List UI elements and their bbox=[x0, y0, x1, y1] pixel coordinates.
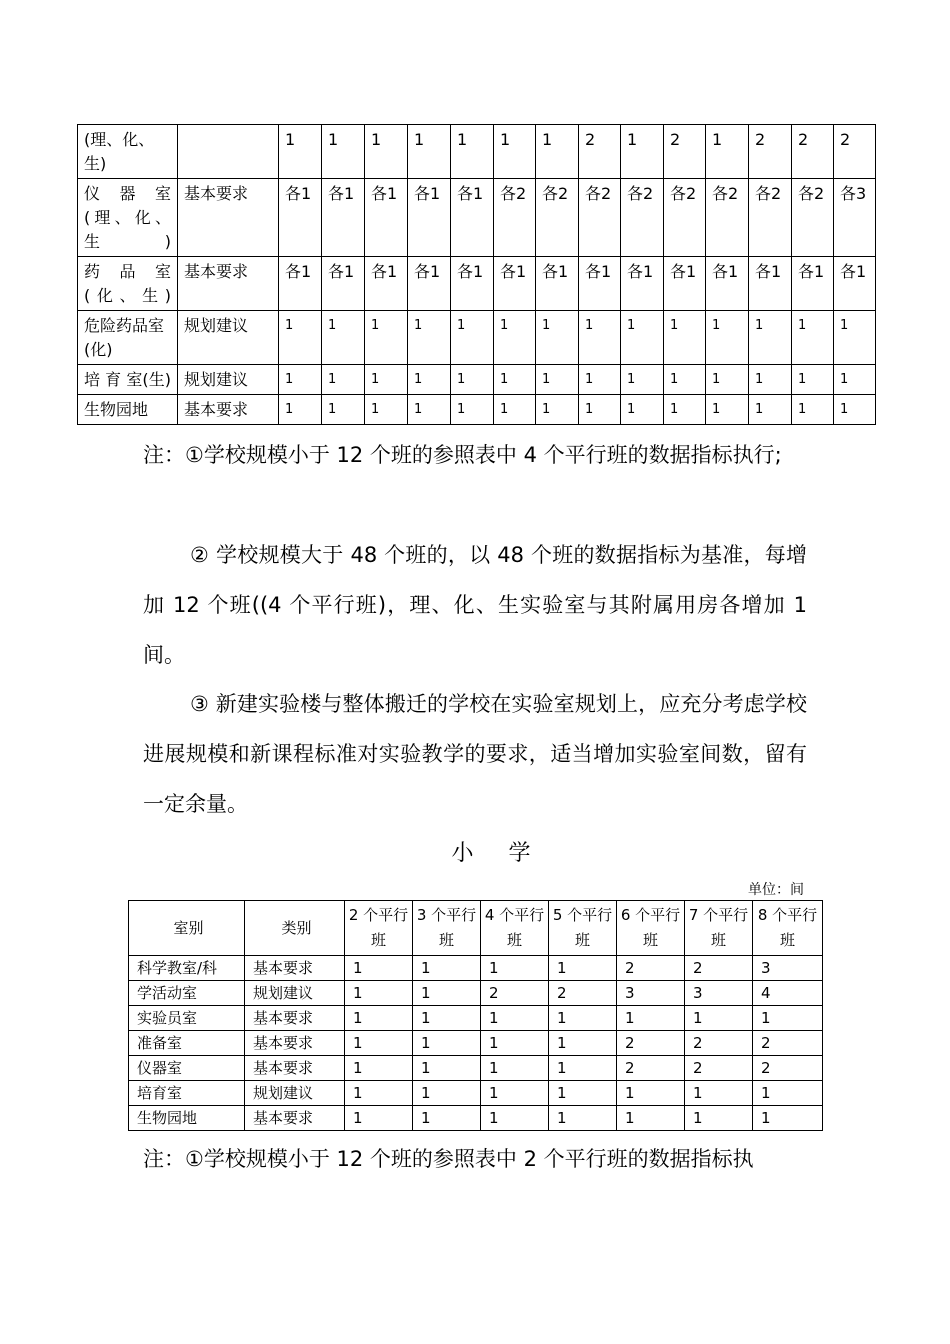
value-cell: 2 bbox=[749, 125, 792, 179]
value-cell: 1 bbox=[408, 395, 451, 425]
room-name-cell: 培 育 室(生) bbox=[78, 365, 178, 395]
value-cell: 1 bbox=[494, 395, 536, 425]
value-cell: 1 bbox=[365, 311, 408, 365]
column-header: 7 个平行班 bbox=[685, 901, 753, 956]
value-cell: 1 bbox=[345, 1056, 413, 1081]
value-cell: 1 bbox=[621, 365, 664, 395]
value-cell: 各1 bbox=[664, 257, 706, 311]
value-cell: 1 bbox=[834, 311, 876, 365]
value-cell: 1 bbox=[365, 365, 408, 395]
value-cell: 1 bbox=[322, 125, 365, 179]
value-cell: 1 bbox=[322, 311, 365, 365]
value-cell: 3 bbox=[753, 956, 823, 981]
value-cell: 1 bbox=[549, 956, 617, 981]
room-name-cell: 仪器室 bbox=[129, 1056, 245, 1081]
value-cell: 1 bbox=[494, 311, 536, 365]
table-row bbox=[129, 1056, 823, 1081]
value-cell: 1 bbox=[753, 1106, 823, 1131]
room-name-cell: 仪 器 室(理、化、生) bbox=[78, 179, 178, 257]
value-cell: 各1 bbox=[834, 257, 876, 311]
value-cell: 1 bbox=[279, 125, 322, 179]
table-row bbox=[78, 395, 876, 425]
value-cell: 3 bbox=[685, 981, 753, 1006]
value-cell: 各2 bbox=[706, 179, 749, 257]
value-cell: 1 bbox=[621, 395, 664, 425]
table-row bbox=[129, 1006, 823, 1031]
category-cell: 基本要求 bbox=[245, 956, 345, 981]
value-cell: 1 bbox=[621, 125, 664, 179]
value-cell: 1 bbox=[451, 395, 494, 425]
category-cell: 基本要求 bbox=[245, 1031, 345, 1056]
value-cell: 1 bbox=[322, 395, 365, 425]
header-row bbox=[129, 901, 823, 956]
value-cell: 1 bbox=[664, 311, 706, 365]
table-row bbox=[78, 311, 876, 365]
column-header: 室别 bbox=[129, 901, 245, 956]
value-cell: 各2 bbox=[792, 179, 834, 257]
value-cell: 1 bbox=[664, 365, 706, 395]
value-cell: 各1 bbox=[322, 179, 365, 257]
value-cell: 1 bbox=[749, 365, 792, 395]
value-cell: 各1 bbox=[408, 179, 451, 257]
category-cell: 规划建议 bbox=[245, 981, 345, 1006]
value-cell: 1 bbox=[834, 395, 876, 425]
value-cell: 1 bbox=[536, 125, 579, 179]
note-3: ③ 新建实验楼与整体搬迁的学校在实验室规划上，应充分考虑学校进展规模和新课程标准对实验教学的要求，适当增加实验室间数，留有一定余量。 bbox=[143, 692, 807, 816]
value-cell: 1 bbox=[481, 1081, 549, 1106]
value-cell: 1 bbox=[494, 125, 536, 179]
value-cell: 1 bbox=[685, 1006, 753, 1031]
value-cell: 1 bbox=[481, 1056, 549, 1081]
primary-note-1: 注：①学校规模小于 12 个班的参照表中 2 个平行班的数据指标执 bbox=[143, 1147, 754, 1171]
value-cell: 各1 bbox=[365, 179, 408, 257]
value-cell: 2 bbox=[664, 125, 706, 179]
table-row bbox=[129, 1106, 823, 1131]
value-cell: 1 bbox=[792, 395, 834, 425]
value-cell: 1 bbox=[834, 365, 876, 395]
value-cell: 2 bbox=[579, 125, 621, 179]
value-cell: 各1 bbox=[621, 257, 664, 311]
value-cell: 1 bbox=[549, 1106, 617, 1131]
category-cell bbox=[178, 125, 279, 179]
value-cell: 1 bbox=[451, 125, 494, 179]
category-cell: 基本要求 bbox=[245, 1006, 345, 1031]
value-cell: 各1 bbox=[749, 257, 792, 311]
value-cell: 1 bbox=[706, 125, 749, 179]
value-cell: 各1 bbox=[451, 179, 494, 257]
value-cell: 1 bbox=[279, 365, 322, 395]
value-cell: 1 bbox=[549, 1056, 617, 1081]
value-cell: 2 bbox=[792, 125, 834, 179]
value-cell: 2 bbox=[549, 981, 617, 1006]
value-cell: 1 bbox=[345, 1106, 413, 1131]
table-row bbox=[78, 179, 876, 257]
value-cell: 1 bbox=[753, 1006, 823, 1031]
value-cell: 1 bbox=[664, 395, 706, 425]
value-cell: 1 bbox=[481, 1006, 549, 1031]
table-row bbox=[129, 956, 823, 981]
value-cell: 1 bbox=[408, 365, 451, 395]
table-row bbox=[78, 125, 876, 179]
value-cell: 各2 bbox=[579, 179, 621, 257]
value-cell: 2 bbox=[685, 1056, 753, 1081]
value-cell: 各1 bbox=[792, 257, 834, 311]
value-cell: 1 bbox=[345, 1081, 413, 1106]
room-name-cell: 培育室 bbox=[129, 1081, 245, 1106]
value-cell: 1 bbox=[494, 365, 536, 395]
value-cell: 1 bbox=[279, 395, 322, 425]
value-cell: 1 bbox=[413, 1006, 481, 1031]
value-cell: 1 bbox=[536, 365, 579, 395]
value-cell: 1 bbox=[345, 981, 413, 1006]
value-cell: 1 bbox=[549, 1081, 617, 1106]
value-cell: 各1 bbox=[494, 257, 536, 311]
value-cell: 1 bbox=[685, 1081, 753, 1106]
room-name-cell: 生物园地 bbox=[129, 1106, 245, 1131]
value-cell: 1 bbox=[617, 1106, 685, 1131]
value-cell: 1 bbox=[451, 365, 494, 395]
value-cell: 1 bbox=[279, 311, 322, 365]
category-cell: 规划建议 bbox=[178, 311, 279, 365]
value-cell: 1 bbox=[792, 365, 834, 395]
value-cell: 1 bbox=[413, 1031, 481, 1056]
value-cell: 1 bbox=[451, 311, 494, 365]
value-cell: 1 bbox=[579, 365, 621, 395]
value-cell: 1 bbox=[413, 1106, 481, 1131]
value-cell: 各1 bbox=[536, 257, 579, 311]
category-cell: 规划建议 bbox=[245, 1081, 345, 1106]
value-cell: 1 bbox=[706, 395, 749, 425]
value-cell: 1 bbox=[481, 956, 549, 981]
value-cell: 1 bbox=[365, 395, 408, 425]
value-cell: 1 bbox=[685, 1106, 753, 1131]
value-cell: 1 bbox=[621, 311, 664, 365]
value-cell: 1 bbox=[345, 956, 413, 981]
value-cell: 2 bbox=[685, 1031, 753, 1056]
room-name-cell: 准备室 bbox=[129, 1031, 245, 1056]
category-cell: 基本要求 bbox=[245, 1106, 345, 1131]
value-cell: 1 bbox=[549, 1006, 617, 1031]
column-header: 5 个平行班 bbox=[549, 901, 617, 956]
column-header: 8 个平行班 bbox=[753, 901, 823, 956]
room-name-cell: 生物园地 bbox=[78, 395, 178, 425]
note-2: ② 学校规模大于 48 个班的，以 48 个班的数据指标为基准，每增加 12 个班((4 个平行班)，理、化、生实验室与其附属用房各增加 1 间。 bbox=[143, 543, 849, 667]
value-cell: 1 bbox=[413, 1056, 481, 1081]
value-cell: 1 bbox=[749, 395, 792, 425]
value-cell: 1 bbox=[481, 1031, 549, 1056]
column-header: 类别 bbox=[245, 901, 345, 956]
value-cell: 1 bbox=[617, 1006, 685, 1031]
value-cell: 各2 bbox=[749, 179, 792, 257]
value-cell: 1 bbox=[617, 1081, 685, 1106]
value-cell: 1 bbox=[706, 365, 749, 395]
value-cell: 1 bbox=[408, 125, 451, 179]
category-cell: 基本要求 bbox=[178, 257, 279, 311]
unit-label: 单位：间 bbox=[748, 882, 804, 898]
value-cell: 1 bbox=[536, 395, 579, 425]
table-row bbox=[129, 1081, 823, 1106]
table-row bbox=[78, 365, 876, 395]
value-cell: 2 bbox=[753, 1031, 823, 1056]
value-cell: 3 bbox=[617, 981, 685, 1006]
value-cell: 各1 bbox=[408, 257, 451, 311]
room-name-cell: (理、化、生) bbox=[78, 125, 178, 179]
value-cell: 1 bbox=[365, 125, 408, 179]
value-cell: 2 bbox=[685, 956, 753, 981]
value-cell: 2 bbox=[617, 956, 685, 981]
value-cell: 1 bbox=[706, 311, 749, 365]
value-cell: 各1 bbox=[279, 179, 322, 257]
value-cell: 1 bbox=[536, 311, 579, 365]
value-cell: 1 bbox=[413, 956, 481, 981]
section-heading-primary: 小 学 bbox=[451, 841, 545, 866]
table-row bbox=[129, 981, 823, 1006]
value-cell: 各2 bbox=[664, 179, 706, 257]
value-cell: 各2 bbox=[621, 179, 664, 257]
table-row bbox=[78, 257, 876, 311]
value-cell: 各1 bbox=[279, 257, 322, 311]
middle-school-lab-table bbox=[77, 124, 876, 425]
room-name-cell: 学活动室 bbox=[129, 981, 245, 1006]
value-cell: 各1 bbox=[365, 257, 408, 311]
column-header: 6 个平行班 bbox=[617, 901, 685, 956]
room-name-cell: 危险药品室(化) bbox=[78, 311, 178, 365]
value-cell: 各3 bbox=[834, 179, 876, 257]
value-cell: 1 bbox=[579, 311, 621, 365]
value-cell: 1 bbox=[549, 1031, 617, 1056]
value-cell: 1 bbox=[322, 365, 365, 395]
column-header: 2 个平行班 bbox=[345, 901, 413, 956]
primary-table-body bbox=[129, 956, 823, 1131]
value-cell: 1 bbox=[413, 981, 481, 1006]
room-name-cell: 实验员室 bbox=[129, 1006, 245, 1031]
value-cell: 1 bbox=[579, 395, 621, 425]
note-1: 注：①学校规模小于 12 个班的参照表中 4 个平行班的数据指标执行; bbox=[143, 443, 782, 467]
category-cell: 基本要求 bbox=[245, 1056, 345, 1081]
value-cell: 2 bbox=[617, 1031, 685, 1056]
value-cell: 各1 bbox=[579, 257, 621, 311]
value-cell: 1 bbox=[792, 311, 834, 365]
primary-school-lab-table bbox=[128, 900, 823, 1131]
room-name-cell: 药 品 室(化、生) bbox=[78, 257, 178, 311]
category-cell: 基本要求 bbox=[178, 179, 279, 257]
value-cell: 2 bbox=[617, 1056, 685, 1081]
column-header: 3 个平行班 bbox=[413, 901, 481, 956]
value-cell: 各1 bbox=[451, 257, 494, 311]
middle-school-table-body bbox=[78, 125, 876, 425]
category-cell: 基本要求 bbox=[178, 395, 279, 425]
value-cell: 各2 bbox=[536, 179, 579, 257]
room-name-cell: 科学教室/科 bbox=[129, 956, 245, 981]
value-cell: 各2 bbox=[494, 179, 536, 257]
value-cell: 1 bbox=[345, 1031, 413, 1056]
value-cell: 各1 bbox=[322, 257, 365, 311]
value-cell: 1 bbox=[481, 1106, 549, 1131]
value-cell: 2 bbox=[481, 981, 549, 1006]
value-cell: 1 bbox=[413, 1081, 481, 1106]
value-cell: 1 bbox=[749, 311, 792, 365]
value-cell: 1 bbox=[753, 1081, 823, 1106]
value-cell: 1 bbox=[345, 1006, 413, 1031]
value-cell: 1 bbox=[408, 311, 451, 365]
category-cell: 规划建议 bbox=[178, 365, 279, 395]
primary-table-header bbox=[129, 901, 823, 956]
value-cell: 2 bbox=[834, 125, 876, 179]
value-cell: 4 bbox=[753, 981, 823, 1006]
value-cell: 2 bbox=[753, 1056, 823, 1081]
table-row bbox=[129, 1031, 823, 1056]
value-cell: 各1 bbox=[706, 257, 749, 311]
column-header: 4 个平行班 bbox=[481, 901, 549, 956]
